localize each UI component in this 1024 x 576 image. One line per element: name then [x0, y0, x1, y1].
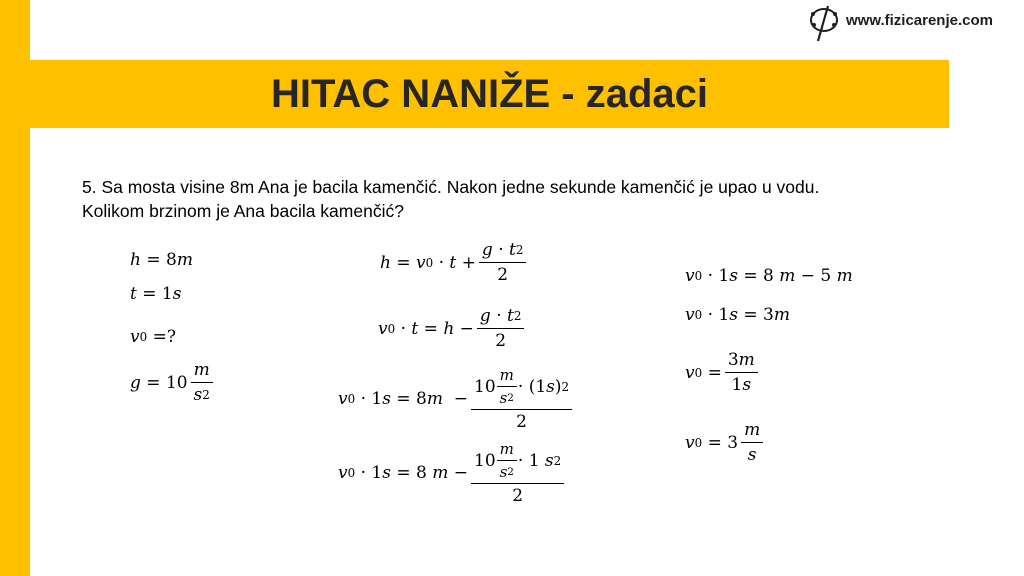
equation-rearranged: v 0 · t = h − g · t 2 2 — [378, 306, 527, 351]
problem-line-2: Kolikom brzinom je Ana bacila kamenčić? — [82, 201, 404, 221]
logo-icon — [806, 4, 846, 44]
equation-step-2: v 0 · 1 s = 3 m — [685, 305, 790, 325]
problem-line-1: 5. Sa mosta visine 8m Ana je bacila kamenčić. Nakon jedne sekunde kamenčić je upao u vodu. — [82, 177, 820, 197]
equation-formula: h = v 0 · t + g · t 2 2 — [380, 240, 529, 285]
given-gravity: g = 10 m s 2 — [130, 360, 216, 405]
unknown-velocity: v 0 =? — [130, 327, 176, 347]
equation-step-1: v 0 · 1 s = 8 m − 5 m — [685, 266, 853, 286]
equation-result: v 0 = 3 $\frac{m}{s}$ — [685, 420, 766, 465]
equation-simplified: v 0 · 1 s = 8 m − 10 m s 2 · 1 s 2 2 — [338, 440, 567, 506]
slide-title: HITAC NANIŽE - zadaci — [270, 72, 709, 116]
problem-statement — [82, 175, 942, 223]
logo-text[interactable]: www.fizicarenje.com — [846, 12, 993, 29]
equation-substituted: v 0 · 1 s = 8 m − 10 m s 2 · (1 s ) 2 2 — [338, 366, 575, 432]
equation-step-3: v 0 = 3 m 1 s — [685, 350, 761, 395]
left-accent-bar — [0, 0, 30, 576]
given-height: h = 8 m — [130, 250, 193, 270]
given-time: t = 1 s — [130, 284, 182, 304]
